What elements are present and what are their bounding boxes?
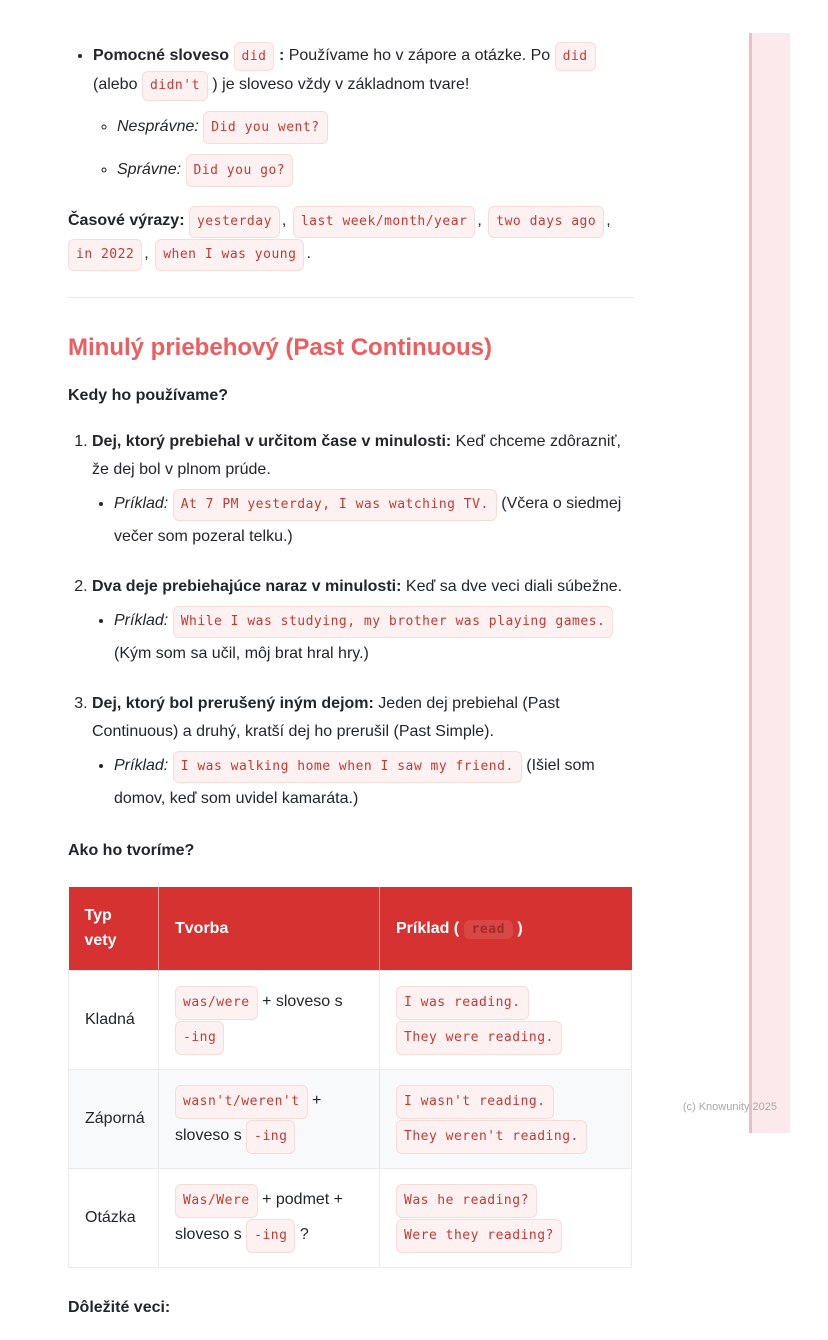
row-type-cell: Záporná [69,1069,159,1168]
code-chip-ex-a: Was he reading? [396,1184,537,1218]
separator-comma: , [477,212,482,230]
usage-1-example [114,488,634,553]
intro-text-2: (alebo [93,76,138,94]
usage-3-example-list [92,750,634,815]
grammar-table-header [69,887,632,971]
row-type-cell: Otázka [69,1168,159,1267]
separator-comma: , [281,212,287,230]
row-examples-cell [380,1168,632,1267]
tvorba-text: + sloveso s [175,1091,322,1144]
usage-2-example [114,605,634,670]
code-chip-waswere: was/were [175,986,258,1020]
usage-2-example-list [92,605,634,670]
intro-bold-lead: Pomocné sloveso [93,47,230,64]
tvorba-text: + podmet + sloveso s [175,1190,344,1243]
table-row-kladna [69,971,632,1070]
grammar-table [68,887,632,1268]
row-tvorba-cell [159,971,380,1070]
section-divider [68,297,634,298]
code-chip-read: read [464,920,513,939]
code-chip-example-2: While I was studying, my brother was playing games. [173,606,614,638]
row-tvorba-cell [159,1168,380,1267]
intro-bullet-auxiliary-verb [93,42,634,187]
page-edge-strip [749,33,790,1133]
code-chip-did: did [234,42,275,71]
usage-numbered-list [68,428,634,815]
separator-comma: , [606,212,611,230]
when-use-heading: Kedy ho používame? [68,386,229,404]
code-chip-ex-b: Were they reading? [396,1219,562,1253]
code-chip-when-young: when I was young [155,239,304,271]
document-content [68,26,634,1340]
header-cell-tvorba: Tvorba [159,887,380,971]
time-expressions-paragraph [68,205,634,271]
row-type-cell: Kladná [69,971,159,1070]
code-chip-example-1: At 7 PM yesterday, I was watching TV. [173,489,497,521]
time-expressions-label: Časové výrazy: [68,212,185,230]
example-translation: (Včera o siedmej večer som pozeral telku.) [114,494,622,545]
usage-1-bold: Dej, ktorý prebiehal v určitom čase v minulosti: [92,432,452,450]
row-tvorba-cell [159,1069,380,1168]
code-chip-didnt: didn't [142,71,208,100]
example-label: Príklad: [114,611,169,629]
copyright-watermark: (c) Knowunity 2025 [682,1101,777,1113]
table-row-zaporna [69,1069,632,1168]
code-chip-ex-a: I was reading. [396,986,529,1020]
wrong-example-item [117,110,634,144]
intro-text-3: ) je sloveso vždy v základnom tvare! [212,76,470,94]
code-chip-right-example: Did you go? [186,154,294,187]
code-chip-ing: -ing [175,1021,224,1055]
code-chip-in-2022: in 2022 [68,239,142,271]
intro-bold-colon: : [278,47,285,64]
usage-1-example-list [92,488,634,553]
usage-item-1 [92,428,634,553]
example-label: Príklad: [114,494,169,512]
intro-sub-list [93,110,634,188]
usage-2-bold: Dva deje prebiehajúce naraz v minulosti: [92,577,402,595]
code-chip-ex-a: I wasn't reading. [396,1085,554,1119]
table-row-otazka [69,1168,632,1267]
intro-list [68,42,634,187]
past-continuous-heading: Minulý priebehový (Past Continuous) [68,334,493,362]
tvorba-text-2: ? [299,1225,309,1243]
code-chip-yesterday: yesterday [189,206,280,238]
usage-3-text: Jeden dej prebiehal (Past Continuous) a druhý, kratší dej ho prerušil (Past Simple). [92,694,560,740]
example-translation: (Išiel som domov, keď som uvidel kamaráta.) [114,756,595,807]
code-chip-ing: -ing [246,1219,295,1253]
row-examples-cell [380,1069,632,1168]
code-chip-wasnt: wasn't/weren't [175,1085,308,1119]
usage-1-text: Keď chceme zdôrazniť, že dej bol v plnom prúde. [92,432,621,478]
example-label: Príklad: [114,756,169,774]
tvorba-text: + sloveso s [262,993,343,1011]
code-chip-two-days-ago: two days ago [488,206,604,238]
usage-2-text: Keď sa dve veci diali súbežne. [405,577,623,595]
separator-comma: , [144,245,149,263]
usage-3-example [114,750,634,815]
code-chip-ex-b: They were reading. [396,1021,562,1055]
wrong-label: Nesprávne: [117,117,199,135]
separator-period: . [306,245,311,263]
code-chip-ing: -ing [246,1120,295,1154]
usage-3-bold: Dej, ktorý bol prerušený iným dejom: [92,694,374,712]
code-chip-last-week: last week/month/year [293,206,476,238]
important-heading: Dôležité veci: [68,1298,171,1316]
header-cell-type: Typ vety [69,887,159,971]
row-examples-cell [380,971,632,1070]
code-chip-example-3: I was walking home when I saw my friend. [173,751,522,783]
header-cell-priklad [380,887,632,971]
code-chip-did-2: did [555,42,596,71]
header-priklad-suffix: ) [517,919,523,937]
usage-item-2 [92,573,634,670]
form-heading: Ako ho tvoríme? [68,841,195,859]
example-translation: (Kým som sa učil, môj brat hral hry.) [114,644,369,662]
right-label: Správne: [117,161,182,179]
code-chip-waswere-q: Was/Were [175,1184,258,1218]
intro-text-1: Používame ho v zápore a otázke. Po [288,47,551,64]
usage-item-3 [92,690,634,815]
code-chip-ex-b: They weren't reading. [396,1120,587,1154]
code-chip-wrong-example: Did you went? [203,111,327,144]
right-example-item [117,153,634,187]
header-priklad-prefix: Príklad ( [396,919,460,937]
